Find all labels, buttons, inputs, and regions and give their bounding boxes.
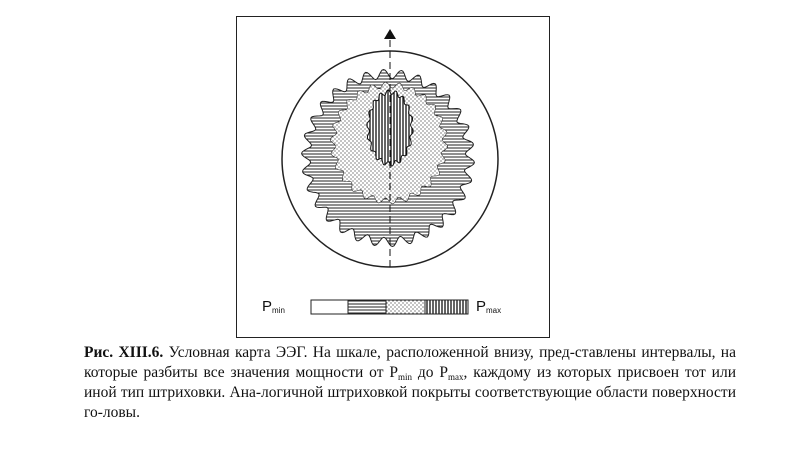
caption-label: Рис. XIII.6. [84, 344, 164, 361]
caption-sub-min: min [397, 372, 412, 382]
scale-min-letter: P [262, 298, 273, 315]
caption-sub-max: max [447, 372, 464, 382]
scale-max-sub: max [486, 306, 502, 315]
nose-marker [384, 29, 396, 39]
scale-segment-horizontal-hatch [348, 300, 386, 314]
scale-segment-blank [311, 300, 348, 314]
scale-segment-dots [386, 300, 425, 314]
scale-min-sub: min [272, 306, 285, 315]
caption-text-2: до P [412, 364, 448, 381]
scale-segment-vertical-hatch [425, 300, 468, 314]
figure-caption [84, 343, 736, 423]
caption-text-3: , каждому из которых присвоен тот или иной тип штриховки. Ана-логичной штриховкой покрыты соответствующие области поверхности го-ловы. [84, 364, 736, 421]
scale-max-letter: P [476, 298, 487, 315]
scale-max-label [476, 298, 501, 315]
power-scale-bar [311, 300, 468, 314]
scale-min-label [262, 298, 285, 315]
caption-text-1: Условная карта ЭЭГ. На шкале, расположенной внизу, пред-ставлены интервалы, на которые разбиты все значения мощности от P [84, 344, 736, 381]
